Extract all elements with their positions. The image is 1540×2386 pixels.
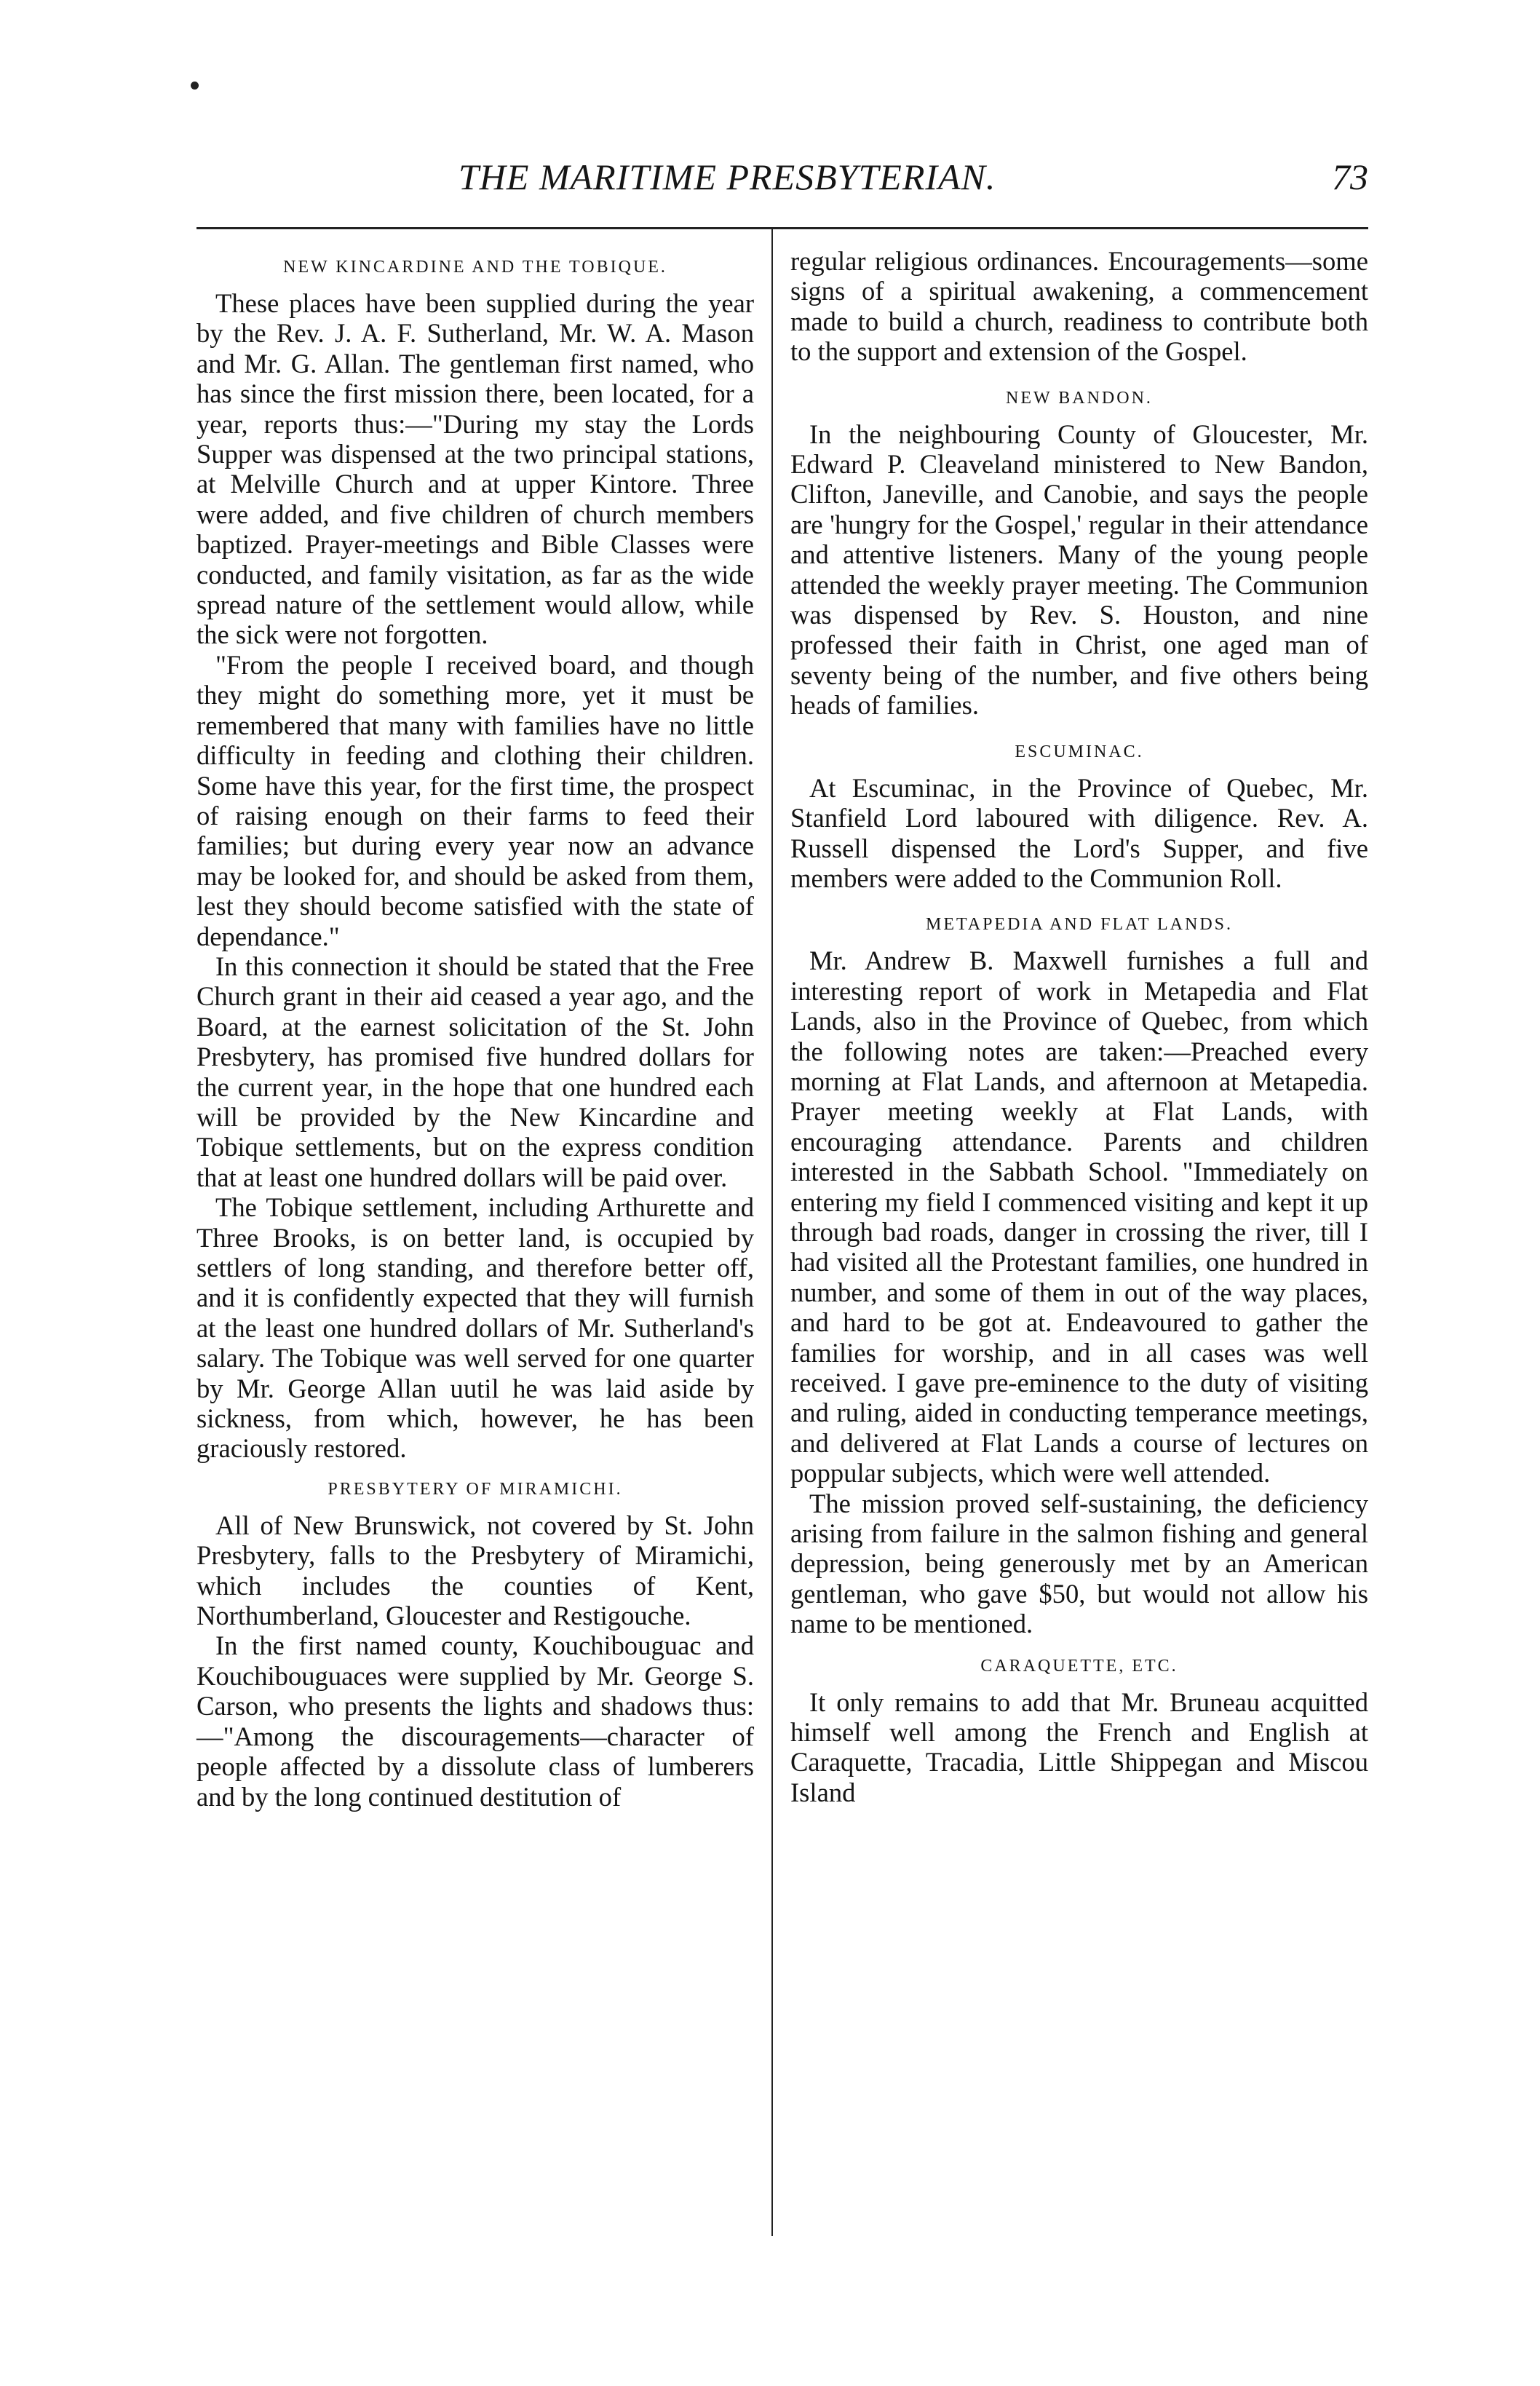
paragraph: The mission proved self-sustaining, the deficiency arising from failure in the salmon fishing and general depression, being generously met by an American gentleman, who gave $50, but would not allow his name to be mentioned. [790, 1488, 1368, 1639]
page-header [197, 146, 1368, 204]
paragraph: It only remains to add that Mr. Bruneau acquitted himself well among the French and English at Caraquette, Tracadia, Little Shippegan and Miscou Island [790, 1687, 1368, 1807]
paragraph: These places have been supplied during the year by the Rev. J. A. F. Sutherland, Mr. W. A. Mason and Mr. G. Allan. The gentleman first named, who has since the first mission there, been located, for a year, reports thus:—"During my stay the Lords Supper was dispensed at the two principal stations, at Melville Church and at upper Kintore. Three were added, and five children of church members baptized. Prayer-meetings and Bible Classes were conducted, and family visitation, as far as the wide spread nature of the settlement would allow, while the sick were not forgotten. [197, 288, 754, 650]
column-divider [771, 227, 773, 2236]
section-heading: CARAQUETTE, ETC. [980, 1656, 1178, 1676]
left-column [197, 246, 754, 1812]
page-number: 73 [1332, 156, 1368, 197]
paragraph: In the neighbouring County of Gloucester, Mr. Edward P. Cleaveland ministered to New Bandon, Clifton, Janeville, and Canobie, and says the people are 'hungry for the Gospel,' regular in their attendance and attentive listeners. Many of the young people attended the weekly prayer meeting. The Communion was dispensed by Rev. S. Houston, and nine professed their faith in Christ, one aged man of seventy being of the number, and five others being heads of families. [790, 419, 1368, 721]
running-title: THE MARITIME PRESBYTERIAN. [459, 156, 996, 197]
paragraph: In this connection it should be stated that the Free Church grant in their aid ceased a year ago, and the Board, at the earnest solicitation of the St. John Presbytery, has promised five hundred dollars for the current year, in the hope that one hundred each will be provided by the New Kincardine and Tobique settlements, but on the express condition that at least one hundred dollars will be paid over. [197, 951, 754, 1192]
paragraph: At Escuminac, in the Province of Quebec, Mr. Stanfield Lord laboured with diligence. Rev. A. Russell dispensed the Lord's Supper, and five members were added to the Communion Roll. [790, 772, 1368, 893]
section-heading: PRESBYTERY OF MIRAMICHI. [328, 1479, 623, 1499]
section-heading: METAPEDIA AND FLAT LANDS. [926, 915, 1233, 935]
paragraph: In the first named county, Kouchibouguac and Kouchibouguaces were supplied by Mr. George S. Carson, who presents the lights and shadows thus:—"Among the discouragements—character of people affected by a dissolute class of lumberers and by the long continued destitution of [197, 1630, 754, 1812]
paragraph: Mr. Andrew B. Maxwell furnishes a full and interesting report of work in Metapedia and Flat Lands, also in the Province of Quebec, from which the following notes are taken:—Preached every morning at Flat Lands, and afternoon at Metapedia. Prayer meeting weekly at Flat Lands, with encouraging attendance. Parents and children interested in the Sabbath School. "Immediately on entering my field I commenced visiting and kept it up through bad roads, danger in crossing the river, till I had visited all the Protestant families, one hundred in number, and some of them in out of the way places, and hard to be got at. Endeavoured to gather the families for worship, and in all cases was well received. I gave pre-eminence to the duty of visiting and ruling, aided in conducting temperance meetings, and delivered at Flat Lands a course of lectures on poppular subjects, which were well attended. [790, 946, 1368, 1489]
paragraph: All of New Brunswick, not covered by St. John Presbytery, falls to the Presbytery of Miramichi, which includes the counties of Kent, Northumberland, Gloucester and Restigouche. [197, 1510, 754, 1631]
paragraph: The Tobique settlement, including Arthurette and Three Brooks, is on better land, is occupied by settlers of long standing, and therefore better off, and it is confidently expected that they will furnish at the least one hundred dollars of Mr. Sutherland's salary. The Tobique was well served for one quarter by Mr. George Allan uutil he was laid aside by sickness, from which, however, he has been graciously restored. [197, 1192, 754, 1464]
paragraph: "From the people I received board, and though they might do something more, yet it must be remembered that many with families have no little difficulty in feeding and clothing their children. Some have this year, for the first time, the prospect of raising enough on their farms to feed their families; but during every year now an advance may be looked for, and should be asked from them, lest they should become satisfied with the state of dependance." [197, 649, 754, 951]
section-heading: NEW KINCARDINE AND THE TOBIQUE. [283, 258, 667, 277]
paragraph: regular religious ordinances. Encouragements—some signs of a spiritual awakening, a commencement made to build a church, readiness to contribute both to the support and extension of the Gospel. [790, 246, 1368, 367]
header-rule [197, 227, 1368, 229]
right-column [790, 246, 1368, 1807]
ink-speck [191, 82, 199, 90]
section-heading: ESCUMINAC. [1015, 742, 1144, 761]
section-heading: NEW BANDON. [1006, 388, 1153, 408]
